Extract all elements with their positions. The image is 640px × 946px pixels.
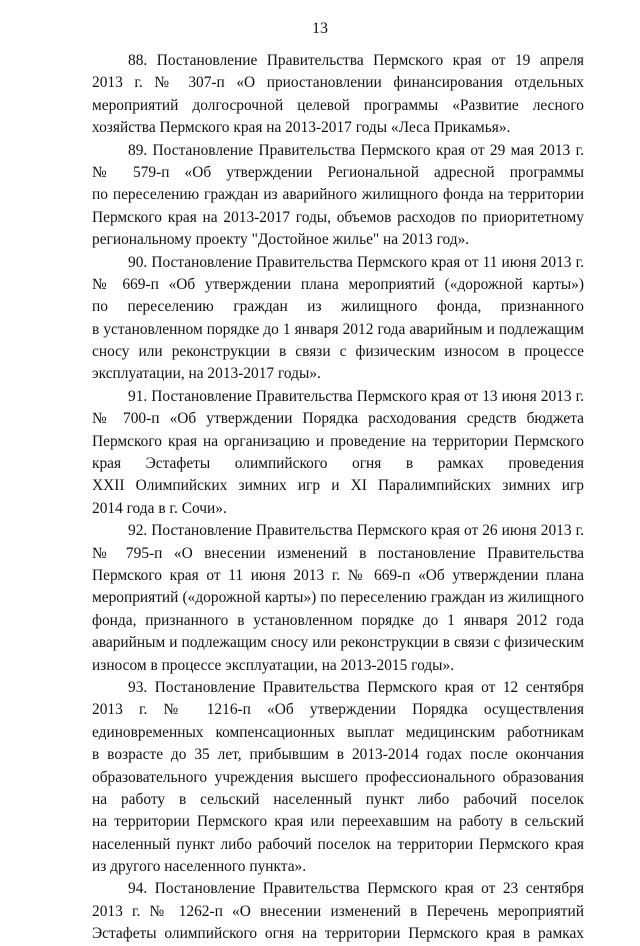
text-line: 93. Постановление Правительства Пермского края от 12 сентября [128,678,584,696]
text-line: 2014 года в г. Сочи». [92,499,227,517]
text-line: в установленном порядке до 1 января 2012 года аварийным и подлежащим [92,320,584,338]
document-body [92,50,584,946]
text-line: в возрасте до 35 лет, прибывшим в 2013-2014 годах после окончания [92,746,584,764]
text-line: износом в процессе эксплуатации, на 2013-2015 годы». [92,656,455,674]
text-line: эксплуатации, на 2013-2017 годы». [92,365,321,383]
text-line: на территории Пермского края или переехавшим на работу в сельский [92,813,584,831]
text-line: мероприятий долгосрочной целевой программы «Развитие лесного [92,96,584,114]
text-line: 89. Постановление Правительства Пермского края от 29 мая 2013 г. [128,141,584,159]
text-line: 2013 г. № 307-п «О приостановлении финансирования отдельных [92,74,584,92]
text-line: № 579-п «Об утверждении Региональной адресной программы [92,163,584,181]
text-line: Эстафеты олимпийского огня на территории Пермского края в рамках [92,925,584,943]
text-line: Пермского края на 2013-2017 годы, объемов расходов по приоритетному [92,208,584,226]
list-item [92,677,584,879]
text-line: по переселению граждан из жилищного фонда, признанного [92,298,584,316]
text-line: единовременных компенсационных выплат медицинским работникам [92,723,584,741]
text-line: 91. Постановление Правительства Пермского края от 13 июня 2013 г. [128,387,584,405]
text-line: на работу в сельский населенный пункт либо рабочий поселок [92,790,584,808]
text-line: № 700-п «Об утверждении Порядка расходования средств бюджета [92,410,584,428]
text-line: края Эстафеты олимпийского огня в рамках проведения [92,455,584,473]
text-line: 88. Постановление Правительства Пермского края от 19 апреля [128,52,584,69]
text-line: 2013 г. № 1262-п «О внесении изменений в Перечень мероприятий [92,902,584,920]
text-line: из другого населенного пункта». [92,858,307,876]
text-line: образовательного учреждения высшего профессионального образования [92,768,584,786]
text-line: 92. Постановление Правительства Пермского края от 26 июня 2013 г. [128,522,584,540]
list-item [92,878,584,945]
text-line: XXII Олимпийских зимних игр и XI Паралимпийских зимних игр [92,477,584,495]
text-line: фонда, признанного в установленном порядке до 1 января 2012 года [92,611,584,629]
list-item [92,50,584,140]
text-line: № 669-п «Об утверждении плана мероприятий («дорожной карты») [92,275,584,293]
text-line: 94. Постановление Правительства Пермского края от 23 сентября [128,880,584,898]
text-line: по переселению граждан из аварийного жилищного фонда на территории [92,186,584,204]
text-line: № 795-п «О внесении изменений в постановление Правительства [92,544,584,562]
text-line: хозяйства Пермского края на 2013-2017 годы «Леса Прикамья». [92,119,511,137]
page-number: 13 [312,20,328,37]
text-line: 90. Постановление Правительства Пермского края от 11 июня 2013 г. [128,253,584,271]
list-item [92,386,584,520]
list-item [92,520,584,677]
text-line: 2013 г. № 1216-п «Об утверждении Порядка осуществления [92,701,584,719]
text-line: населенный пункт либо рабочий поселок на территории Пермского края [92,835,584,853]
text-line: мероприятий («дорожной карты») по переселению граждан из жилищного [92,589,584,607]
text-line: Пермского края от 11 июня 2013 г. № 669-п «Об утверждении плана [92,566,584,584]
text-line: аварийным и подлежащим сносу или реконструкции в связи с физическим [92,634,584,652]
text-line: сносу или реконструкции в связи с физическим износом в процессе [92,343,584,361]
list-item [92,140,584,252]
list-item [92,252,584,386]
text-line: Пермского края на организацию и проведение на территории Пермского [92,432,584,450]
text-line: региональному проекту "Достойное жилье" на 2013 год». [92,231,470,249]
